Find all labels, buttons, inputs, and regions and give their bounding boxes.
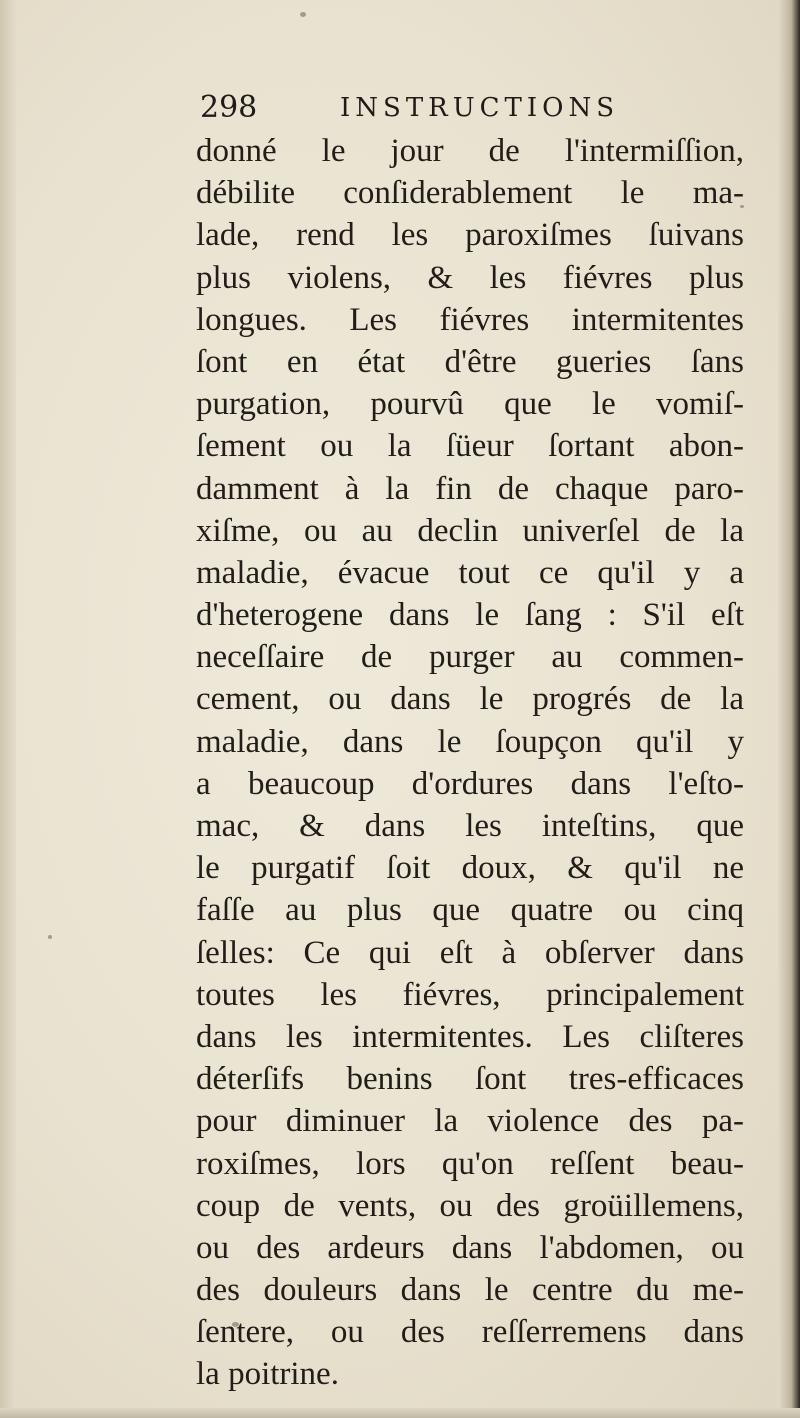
paper-speck — [300, 12, 306, 17]
text-line: neceſſaire de purger au commen- — [196, 639, 744, 676]
text-line: ſement ou la ſüeur ſortant abon- — [196, 428, 744, 465]
text-line: la poitrine. — [196, 1356, 339, 1393]
text-line: lade, rend les paroxiſmes ſuivans — [196, 217, 744, 254]
text-line: dans les intermitentes. Les cliſteres — [196, 1018, 744, 1055]
page-edge-right — [778, 0, 800, 1418]
text-line: purgation, pourvû que le vomiſ- — [196, 386, 744, 423]
text-line: toutes les fiévres, principalement — [196, 976, 744, 1013]
paper-speck — [48, 935, 52, 939]
page-number: 298 — [200, 90, 258, 125]
page-header — [200, 86, 660, 130]
text-line: plus violens, & les fiévres plus — [196, 259, 744, 296]
text-line: longues. Les fiévres intermitentes — [196, 301, 744, 338]
running-head: INSTRUCTIONS — [340, 93, 620, 123]
page-edge-bottom — [0, 1408, 800, 1418]
text-line: coup de vents, ou des groüillemens, — [196, 1187, 744, 1224]
text-line: a beaucoup d'ordures dans l'eſto- — [196, 765, 744, 802]
text-line: mac, & dans les inteſtins, que — [196, 808, 744, 844]
text-line: ſelles: Ce qui eſt à obſerver dans — [196, 934, 744, 971]
text-line: ou des ardeurs dans l'abdomen, ou — [196, 1229, 744, 1266]
body-text — [196, 130, 744, 1396]
text-line: maladie, dans le ſoupçon qu'il y — [196, 723, 744, 760]
text-line: xiſme, ou au declin univerſel de la — [196, 512, 744, 549]
page-gutter — [0, 0, 16, 1418]
text-line: d'heterogene dans le ſang : S'il eſt — [196, 597, 744, 634]
text-line: faſſe au plus que quatre ou cinq — [196, 892, 744, 929]
text-line: donné le jour de l'intermiſſion, — [196, 133, 744, 169]
text-line: ſont en état d'être gueries ſans — [196, 343, 744, 380]
text-line: damment à la fin de chaque paro- — [196, 470, 744, 507]
text-line: le purgatif ſoit doux, & qu'il ne — [196, 850, 744, 887]
text-line: déterſifs benins ſont tres-efficaces — [196, 1061, 744, 1098]
text-line: des douleurs dans le centre du me- — [196, 1272, 744, 1309]
text-line: roxiſmes, lors qu'on reſſent beau- — [196, 1145, 744, 1182]
text-line: maladie, évacue tout ce qu'il y a — [196, 554, 744, 591]
text-line: pour diminuer la violence des pa- — [196, 1103, 744, 1140]
text-line: ſentere, ou des reſſerremens dans — [196, 1314, 744, 1351]
text-line: débilite conſiderablement le ma- — [196, 175, 744, 212]
text-line: cement, ou dans le progrés de la — [196, 681, 744, 718]
